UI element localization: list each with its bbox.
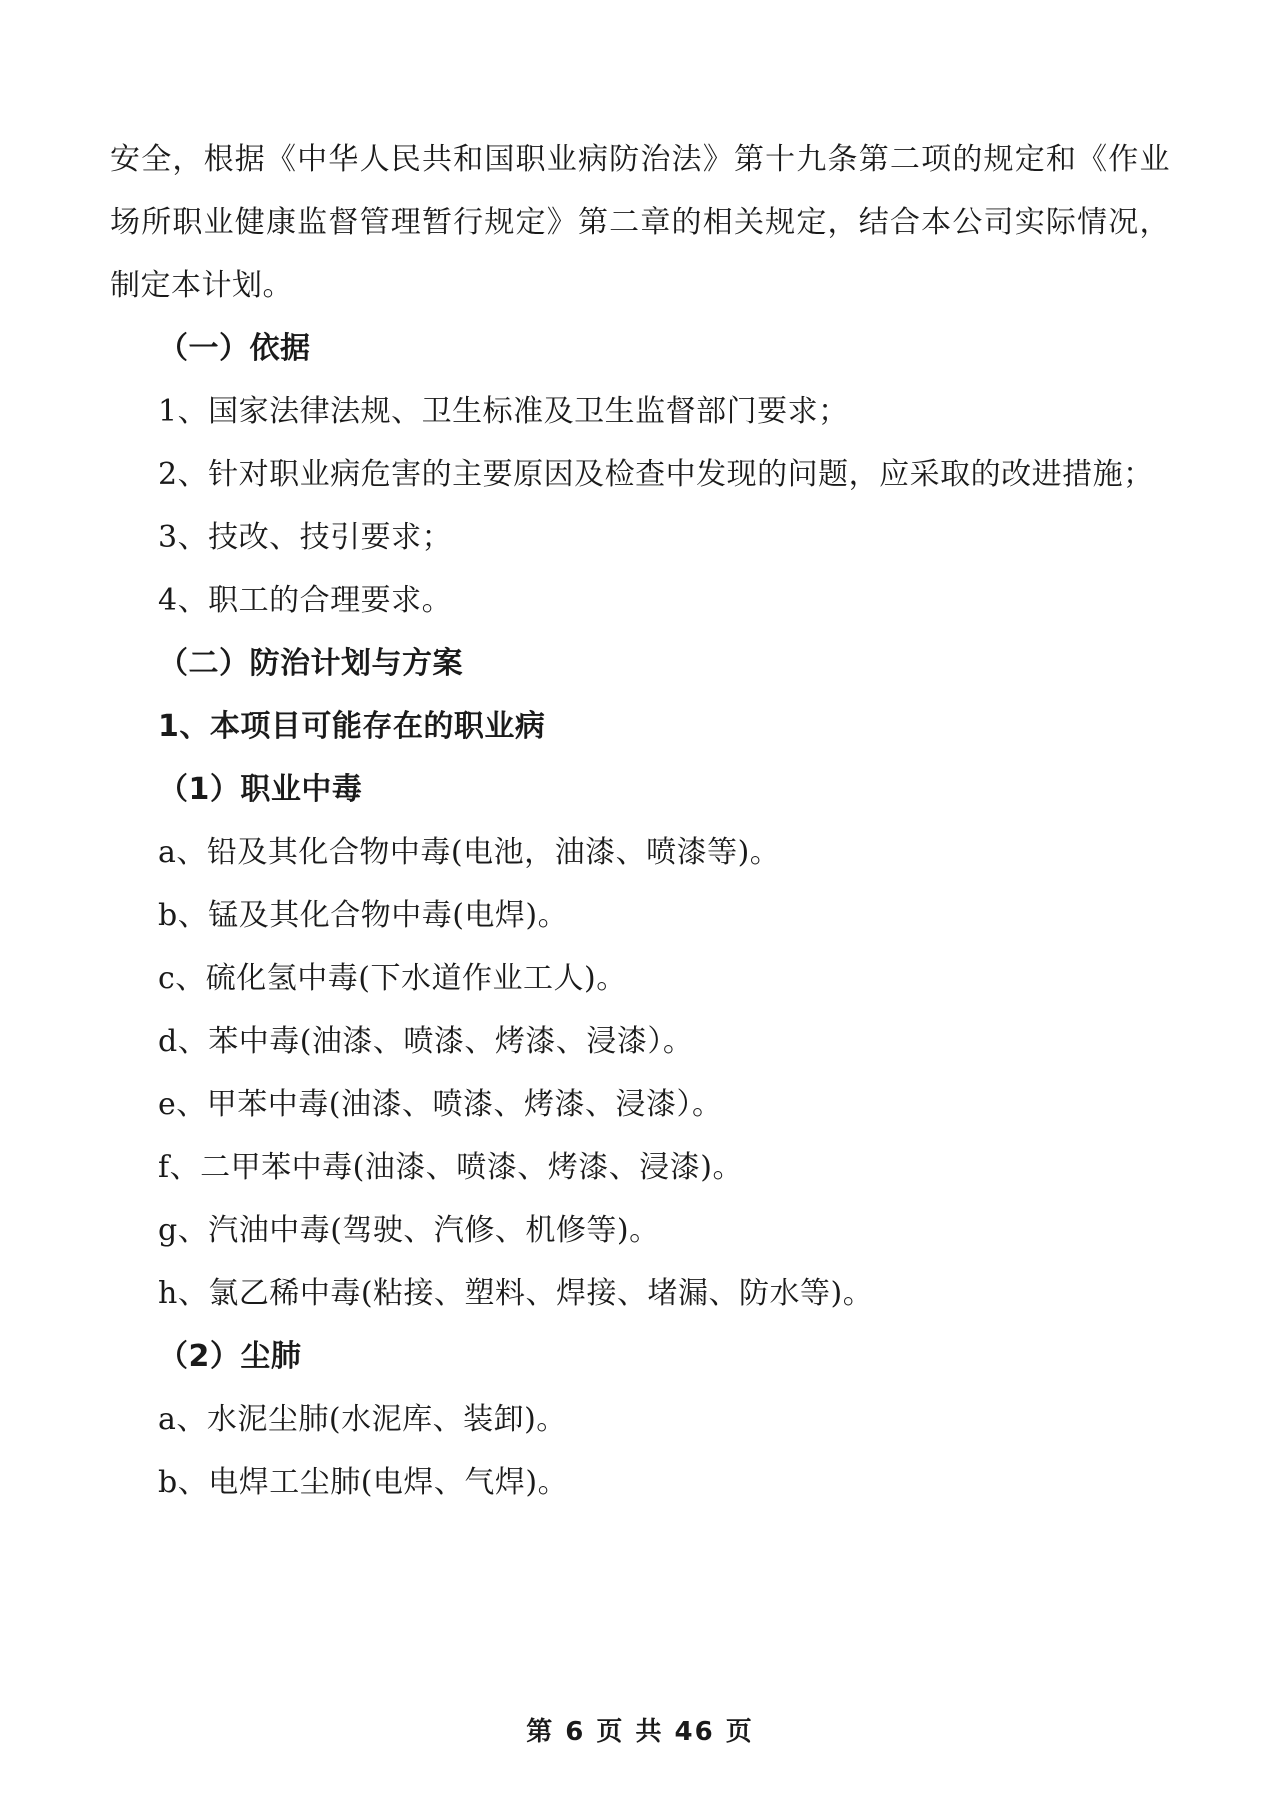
list-item: b、锰及其化合物中毒(电焊)。: [158, 898, 569, 933]
list-item: 1、本项目可能存在的职业病: [158, 709, 546, 744]
list-item: 4、职工的合理要求。: [158, 583, 453, 618]
list-item: c、硫化氢中毒(下水道作业工人)。: [158, 961, 627, 996]
section-heading-yiju: （一）依据: [158, 331, 311, 366]
list-item: （2）尘肺: [158, 1339, 302, 1374]
list-item: b、电焊工尘肺(电焊、气焊)。: [158, 1465, 569, 1500]
list-item: （1）职业中毒: [158, 772, 363, 807]
list-item: a、铅及其化合物中毒(电池，油漆、喷漆等)。: [158, 835, 781, 870]
page-footer: 第 6 页 共 46 页: [526, 1717, 754, 1747]
list-item: h、氯乙稀中毒(粘接、塑料、焊接、堵漏、防水等)。: [158, 1276, 874, 1311]
list-item: 2、针对职业病危害的主要原因及检查中发现的问题，应采取的改进措施；: [158, 457, 1154, 492]
section-heading-fangzhi-jihua: （二）防治计划与方案: [158, 646, 463, 681]
list-item: d、苯中毒(油漆、喷漆、烤漆、浸漆）。: [158, 1024, 694, 1059]
list-item: f、二甲苯中毒(油漆、喷漆、烤漆、浸漆)。: [158, 1150, 744, 1185]
list-item: e、甲苯中毒(油漆、喷漆、烤漆、浸漆）。: [158, 1087, 723, 1122]
list-item: a、水泥尘肺(水泥库、装卸)。: [158, 1402, 567, 1437]
list-item: g、汽油中毒(驾驶、汽修、机修等)。: [158, 1213, 660, 1248]
document-body: [110, 128, 1170, 1514]
opening-paragraph: 安全，根据《中华人民共和国职业病防治法》第十九条第二项的规定和《作业场所职业健康监督管理暂行规定》第二章的相关规定，结合本公司实际情况，制定本计划。: [110, 142, 1170, 303]
list-item: 3、技改、技引要求；: [158, 520, 453, 555]
list-item: 1、国家法律法规、卫生标准及卫生监督部门要求；: [158, 394, 849, 429]
